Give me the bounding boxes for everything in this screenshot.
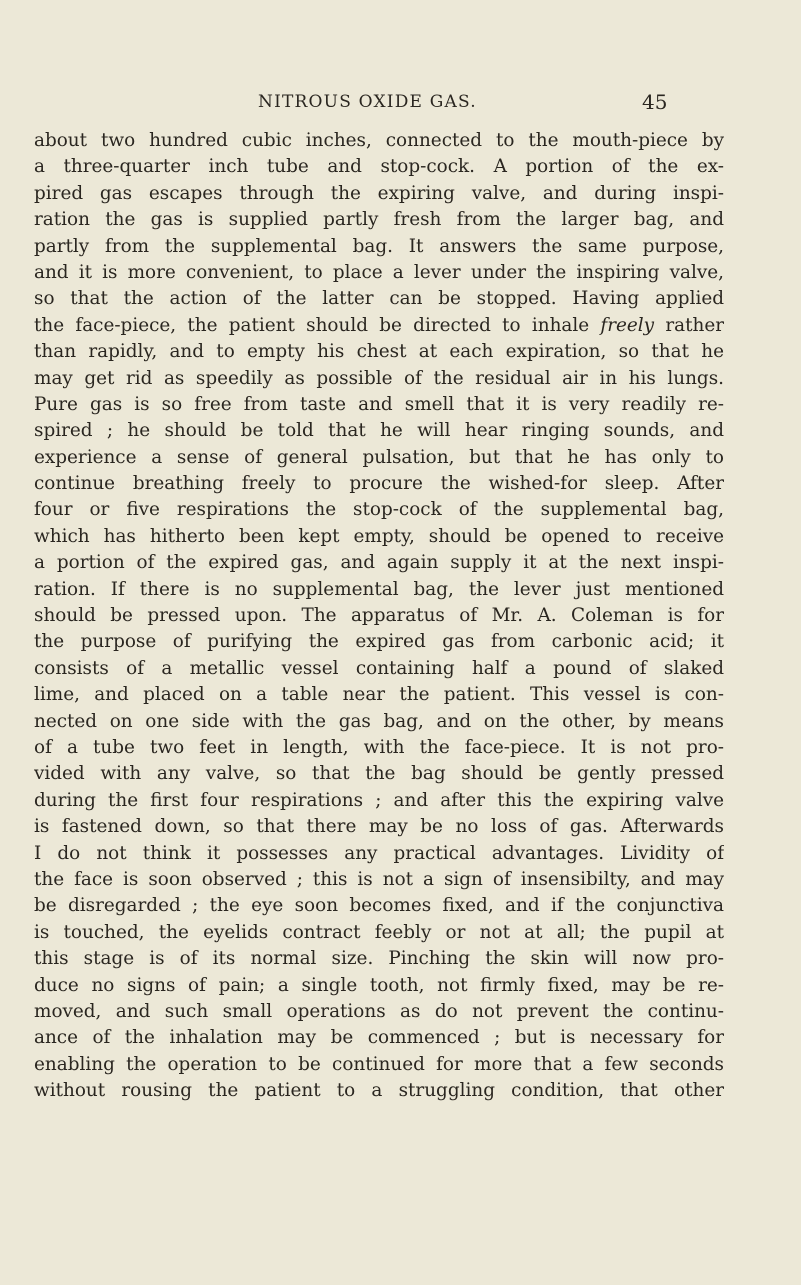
text-line-15: four or five respirations the stop-cock of the supplemental bag, (34, 499, 724, 521)
text-line-1: about two hundred cubic inches, connected to the mouth-piece by (34, 130, 724, 151)
text-line-32: this stage is of its normal size. Pinching the skin will now pro- (34, 948, 724, 970)
text-line-17: a portion of the expired gas, and again supply it at the next inspi- (34, 552, 724, 574)
text-line-37: without rousing the patient to a struggling condition, that other (34, 1080, 724, 1102)
text-line-8-start: the face-piece, the patient should be directed to inhale (34, 314, 601, 336)
text-line-19: should be pressed upon. The apparatus of Mr. A. Coleman is for (34, 605, 724, 627)
text-line-7: so that the action of the latter can be stopped. Having applied (34, 288, 724, 310)
text-line-20: the purpose of purifying the expired gas from carbonic acid; it (34, 631, 724, 653)
text-line-26: during the first four respirations ; and after this the expiring valve (34, 789, 724, 811)
text-line-12: spired ; he should be told that he will hear ringing sounds, and (34, 420, 724, 442)
page-number: 45 (642, 90, 668, 114)
text-line-18: ration. If there is no supplemental bag, the lever just mentioned (34, 578, 724, 600)
text-line-16: which has hitherto been kept empty, should be opened to receive (34, 525, 724, 547)
page-header (0, 92, 801, 118)
body-text (34, 128, 724, 1104)
text-line-30: be disregarded ; the eye soon becomes fixed, and if the conjunctiva (34, 895, 724, 917)
text-line-35: ance of the inhalation may be commenced ; but is necessary for (34, 1027, 724, 1049)
text-line-10: may get rid as speedily as possible of the residual air in his lungs. (34, 367, 724, 389)
italic-freely: freely (600, 314, 655, 336)
text-line-22: lime, and placed on a table near the patient. This vessel is con- (34, 684, 724, 706)
running-title: NITROUS OXIDE GAS. (258, 92, 477, 112)
text-line-4: ration the gas is supplied partly fresh from the larger bag, and (34, 209, 724, 231)
text-line-28: I do not think it possesses any practical advantages. Lividity of (34, 842, 724, 864)
text-line-25: vided with any valve, so that the bag should be gently pressed (34, 763, 724, 785)
text-line-8-end: rather (654, 314, 724, 336)
text-line-23: nected on one side with the gas bag, and on the other, by means (34, 710, 724, 732)
text-line-11: Pure gas is so free from taste and smell that it is very readily re- (34, 393, 724, 415)
text-line-9: than rapidly, and to empty his chest at each expiration, so that he (34, 341, 724, 363)
text-line-3: pired gas escapes through the expiring valve, and during inspi- (34, 182, 724, 204)
text-line-14: continue breathing freely to procure the wished-for sleep. After (34, 473, 724, 495)
text-line-13: experience a sense of general pulsation, but that he has only to (34, 446, 724, 468)
text-line-27: is fastened down, so that there may be no loss of gas. Afterwards (34, 816, 724, 838)
text-line-33: duce no signs of pain; a single tooth, not firmly fixed, may be re- (34, 974, 724, 996)
text-line-6: and it is more convenient, to place a lever under the inspiring valve, (34, 261, 724, 283)
text-line-21: consists of a metallic vessel containing half a pound of slaked (34, 657, 724, 679)
text-line-36: enabling the operation to be continued for more that a few seconds (34, 1053, 724, 1075)
text-line-31: is touched, the eyelids contract feebly or not at all; the pupil at (34, 921, 724, 943)
text-line-8 (34, 313, 724, 339)
text-line-2: a three-quarter inch tube and stop-cock. A portion of the ex- (34, 156, 724, 178)
text-line-24: of a tube two feet in length, with the face-piece. It is not pro- (34, 736, 724, 758)
text-line-5: partly from the supplemental bag. It answers the same purpose, (34, 235, 724, 257)
text-line-29: the face is soon observed ; this is not a sign of insensibilty, and may (34, 868, 724, 890)
text-line-34: moved, and such small operations as do not prevent the continu- (34, 1000, 724, 1022)
